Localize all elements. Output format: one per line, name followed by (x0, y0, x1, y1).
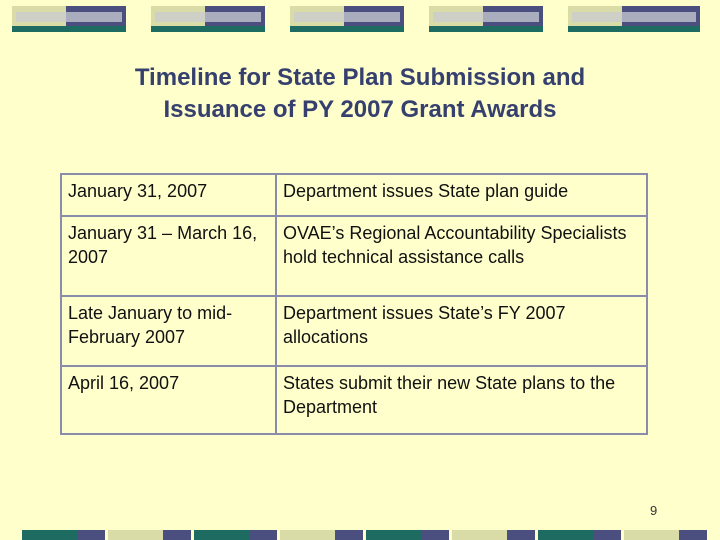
band-block (564, 6, 714, 34)
timeline-date: Late January to mid-February 2007 (62, 297, 277, 365)
page-number: 9 (650, 503, 658, 518)
band-block (425, 6, 550, 34)
title-line-1: Timeline for State Plan Submission and (134, 64, 586, 91)
timeline-event: OVAE’s Regional Accountability Specialists hold technical assistance calls (283, 223, 627, 267)
band-block (8, 6, 133, 34)
title-line-2: Issuance of PY 2007 Grant Awards (163, 96, 557, 123)
timeline-event: Department issues State’s FY 2007 allocations (283, 303, 566, 347)
band-block (286, 6, 411, 34)
band-block (147, 6, 272, 34)
top-decorative-band (0, 6, 720, 34)
timeline-table (60, 173, 648, 435)
table-row (62, 217, 646, 295)
table-row (62, 297, 646, 365)
timeline-date: January 31, 2007 (62, 175, 277, 215)
table-row (62, 367, 646, 433)
timeline-event: Department issues State plan guide (283, 181, 569, 201)
timeline-date: April 16, 2007 (62, 367, 277, 433)
table-row (62, 175, 646, 215)
slide-title (60, 62, 660, 126)
timeline-date: January 31 – March 16, 2007 (62, 217, 277, 295)
timeline-event: States submit their new State plans to the Department (283, 373, 616, 417)
bottom-decorative-band (0, 530, 720, 540)
